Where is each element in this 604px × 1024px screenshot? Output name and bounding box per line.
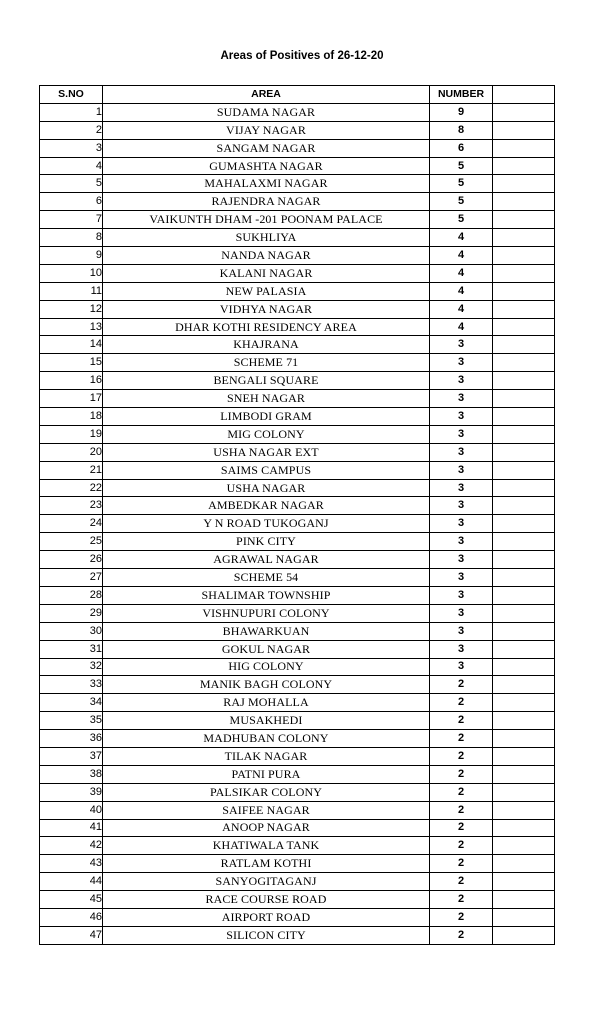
cell-area: KALANI NAGAR xyxy=(103,264,430,282)
cell-blank xyxy=(493,408,555,426)
table-row xyxy=(40,372,555,390)
table-row xyxy=(40,515,555,533)
cell-blank xyxy=(493,157,555,175)
cell-blank xyxy=(493,372,555,390)
cell-number: 2 xyxy=(430,747,493,765)
table-row xyxy=(40,765,555,783)
table-row xyxy=(40,873,555,891)
cell-number: 3 xyxy=(430,515,493,533)
cell-blank xyxy=(493,497,555,515)
cell-blank xyxy=(493,515,555,533)
table-row xyxy=(40,551,555,569)
cell-sno: 13 xyxy=(40,318,103,336)
cell-blank xyxy=(493,604,555,622)
cell-area: KHAJRANA xyxy=(103,336,430,354)
cell-number: 4 xyxy=(430,282,493,300)
cell-blank xyxy=(493,390,555,408)
cell-number: 5 xyxy=(430,193,493,211)
cell-blank xyxy=(493,103,555,121)
cell-sno: 25 xyxy=(40,533,103,551)
cell-sno: 31 xyxy=(40,640,103,658)
cell-number: 2 xyxy=(430,891,493,909)
table-row xyxy=(40,569,555,587)
table-row xyxy=(40,783,555,801)
cell-sno: 27 xyxy=(40,569,103,587)
cell-sno: 46 xyxy=(40,908,103,926)
cell-blank xyxy=(493,640,555,658)
table-header-row xyxy=(40,86,555,104)
table-row xyxy=(40,121,555,139)
table-row xyxy=(40,926,555,944)
cell-blank xyxy=(493,783,555,801)
cell-sno: 37 xyxy=(40,747,103,765)
cell-area: VAIKUNTH DHAM -201 POONAM PALACE xyxy=(103,211,430,229)
cell-area: HIG COLONY xyxy=(103,658,430,676)
cell-blank xyxy=(493,586,555,604)
table-row xyxy=(40,640,555,658)
cell-number: 2 xyxy=(430,783,493,801)
cell-sno: 14 xyxy=(40,336,103,354)
cell-number: 3 xyxy=(430,354,493,372)
cell-blank xyxy=(493,891,555,909)
cell-blank xyxy=(493,264,555,282)
cell-area: SCHEME 54 xyxy=(103,569,430,587)
cell-area: PALSIKAR COLONY xyxy=(103,783,430,801)
cell-area: USHA NAGAR xyxy=(103,479,430,497)
cell-sno: 29 xyxy=(40,604,103,622)
table-row xyxy=(40,497,555,515)
table-row xyxy=(40,175,555,193)
cell-sno: 36 xyxy=(40,730,103,748)
cell-number: 6 xyxy=(430,139,493,157)
cell-blank xyxy=(493,443,555,461)
cell-area: RATLAM KOTHI xyxy=(103,855,430,873)
cell-sno: 4 xyxy=(40,157,103,175)
cell-area: PINK CITY xyxy=(103,533,430,551)
cell-area: MIG COLONY xyxy=(103,425,430,443)
cell-area: BHAWARKUAN xyxy=(103,622,430,640)
table-row xyxy=(40,264,555,282)
table-body xyxy=(40,103,555,944)
table-row xyxy=(40,712,555,730)
table-row xyxy=(40,247,555,265)
table-row xyxy=(40,694,555,712)
cell-blank xyxy=(493,747,555,765)
cell-blank xyxy=(493,229,555,247)
cell-blank xyxy=(493,318,555,336)
table-row xyxy=(40,855,555,873)
table-row xyxy=(40,604,555,622)
cell-sno: 23 xyxy=(40,497,103,515)
cell-area: MADHUBAN COLONY xyxy=(103,730,430,748)
cell-number: 2 xyxy=(430,819,493,837)
cell-sno: 26 xyxy=(40,551,103,569)
cell-area: SUDAMA NAGAR xyxy=(103,103,430,121)
cell-blank xyxy=(493,247,555,265)
table-row xyxy=(40,139,555,157)
cell-area: ANOOP NAGAR xyxy=(103,819,430,837)
table-row xyxy=(40,658,555,676)
cell-area: LIMBODI GRAM xyxy=(103,408,430,426)
cell-number: 2 xyxy=(430,676,493,694)
cell-sno: 11 xyxy=(40,282,103,300)
cell-number: 3 xyxy=(430,390,493,408)
cell-number: 3 xyxy=(430,533,493,551)
cell-sno: 6 xyxy=(40,193,103,211)
cell-number: 2 xyxy=(430,926,493,944)
table-row xyxy=(40,819,555,837)
cell-sno: 41 xyxy=(40,819,103,837)
cell-sno: 5 xyxy=(40,175,103,193)
cell-number: 3 xyxy=(430,336,493,354)
cell-number: 5 xyxy=(430,175,493,193)
cell-number: 3 xyxy=(430,425,493,443)
cell-number: 4 xyxy=(430,264,493,282)
table-row xyxy=(40,390,555,408)
cell-blank xyxy=(493,175,555,193)
cell-sno: 28 xyxy=(40,586,103,604)
cell-area: SNEH NAGAR xyxy=(103,390,430,408)
cell-number: 3 xyxy=(430,604,493,622)
cell-area: SANYOGITAGANJ xyxy=(103,873,430,891)
cell-area: SUKHLIYA xyxy=(103,229,430,247)
cell-number: 2 xyxy=(430,908,493,926)
table-row xyxy=(40,318,555,336)
cell-blank xyxy=(493,461,555,479)
cell-blank xyxy=(493,837,555,855)
cell-sno: 19 xyxy=(40,425,103,443)
cell-number: 3 xyxy=(430,443,493,461)
cell-sno: 8 xyxy=(40,229,103,247)
cell-blank xyxy=(493,819,555,837)
cell-blank xyxy=(493,855,555,873)
cell-number: 3 xyxy=(430,497,493,515)
table-row xyxy=(40,622,555,640)
cell-area: RAJENDRA NAGAR xyxy=(103,193,430,211)
cell-area: DHAR KOTHI RESIDENCY AREA xyxy=(103,318,430,336)
table-row xyxy=(40,103,555,121)
cell-blank xyxy=(493,569,555,587)
table-row xyxy=(40,461,555,479)
cell-blank xyxy=(493,873,555,891)
table-row xyxy=(40,408,555,426)
cell-sno: 39 xyxy=(40,783,103,801)
cell-blank xyxy=(493,730,555,748)
cell-number: 4 xyxy=(430,318,493,336)
cell-number: 4 xyxy=(430,247,493,265)
cell-blank xyxy=(493,211,555,229)
cell-sno: 21 xyxy=(40,461,103,479)
cell-sno: 22 xyxy=(40,479,103,497)
cell-blank xyxy=(493,676,555,694)
cell-area: GUMASHTA NAGAR xyxy=(103,157,430,175)
cell-blank xyxy=(493,354,555,372)
cell-area: SAIFEE NAGAR xyxy=(103,801,430,819)
table-row xyxy=(40,354,555,372)
cell-number: 4 xyxy=(430,300,493,318)
cell-blank xyxy=(493,801,555,819)
cell-sno: 33 xyxy=(40,676,103,694)
cell-sno: 34 xyxy=(40,694,103,712)
table-row xyxy=(40,730,555,748)
table-row xyxy=(40,747,555,765)
cell-blank xyxy=(493,533,555,551)
cell-number: 2 xyxy=(430,873,493,891)
cell-blank xyxy=(493,926,555,944)
cell-area: VISHNUPURI COLONY xyxy=(103,604,430,622)
table-row xyxy=(40,443,555,461)
cell-number: 2 xyxy=(430,837,493,855)
cell-blank xyxy=(493,121,555,139)
cell-sno: 10 xyxy=(40,264,103,282)
cell-area: SHALIMAR TOWNSHIP xyxy=(103,586,430,604)
table-row xyxy=(40,193,555,211)
cell-area: AGRAWAL NAGAR xyxy=(103,551,430,569)
cell-area: VIJAY NAGAR xyxy=(103,121,430,139)
cell-blank xyxy=(493,139,555,157)
cell-blank xyxy=(493,425,555,443)
cell-sno: 18 xyxy=(40,408,103,426)
cell-number: 2 xyxy=(430,730,493,748)
cell-sno: 15 xyxy=(40,354,103,372)
cell-number: 2 xyxy=(430,765,493,783)
cell-blank xyxy=(493,193,555,211)
cell-sno: 35 xyxy=(40,712,103,730)
cell-sno: 47 xyxy=(40,926,103,944)
cell-number: 3 xyxy=(430,622,493,640)
header-area: AREA xyxy=(103,86,430,104)
cell-area: SCHEME 71 xyxy=(103,354,430,372)
cell-number: 3 xyxy=(430,569,493,587)
cell-area: MANIK BAGH COLONY xyxy=(103,676,430,694)
table-row xyxy=(40,676,555,694)
cell-sno: 17 xyxy=(40,390,103,408)
cell-number: 3 xyxy=(430,551,493,569)
cell-sno: 38 xyxy=(40,765,103,783)
cell-area: SANGAM NAGAR xyxy=(103,139,430,157)
cell-blank xyxy=(493,336,555,354)
cell-blank xyxy=(493,712,555,730)
cell-number: 5 xyxy=(430,211,493,229)
cell-number: 2 xyxy=(430,712,493,730)
cell-area: NANDA NAGAR xyxy=(103,247,430,265)
cell-number: 5 xyxy=(430,157,493,175)
header-sno: S.NO xyxy=(40,86,103,104)
table-row xyxy=(40,801,555,819)
cell-number: 3 xyxy=(430,372,493,390)
cell-area: RAJ MOHALLA xyxy=(103,694,430,712)
table-row xyxy=(40,157,555,175)
cell-blank xyxy=(493,300,555,318)
cell-blank xyxy=(493,765,555,783)
cell-sno: 2 xyxy=(40,121,103,139)
table-row xyxy=(40,908,555,926)
header-blank xyxy=(493,86,555,104)
table-row xyxy=(40,229,555,247)
cell-area: KHATIWALA TANK xyxy=(103,837,430,855)
cell-blank xyxy=(493,282,555,300)
table-row xyxy=(40,586,555,604)
cell-sno: 24 xyxy=(40,515,103,533)
positives-table xyxy=(39,85,555,945)
cell-area: SAIMS CAMPUS xyxy=(103,461,430,479)
cell-sno: 3 xyxy=(40,139,103,157)
table-row xyxy=(40,425,555,443)
cell-sno: 43 xyxy=(40,855,103,873)
cell-sno: 9 xyxy=(40,247,103,265)
cell-area: BENGALI SQUARE xyxy=(103,372,430,390)
cell-number: 3 xyxy=(430,408,493,426)
cell-number: 8 xyxy=(430,121,493,139)
cell-sno: 45 xyxy=(40,891,103,909)
page-title: Areas of Positives of 26-12-20 xyxy=(220,50,384,62)
cell-number: 9 xyxy=(430,103,493,121)
cell-area: MUSAKHEDI xyxy=(103,712,430,730)
cell-blank xyxy=(493,551,555,569)
cell-sno: 1 xyxy=(40,103,103,121)
cell-number: 2 xyxy=(430,694,493,712)
cell-area: VIDHYA NAGAR xyxy=(103,300,430,318)
table-row xyxy=(40,282,555,300)
table-row xyxy=(40,479,555,497)
cell-blank xyxy=(493,658,555,676)
header-number: NUMBER xyxy=(430,86,493,104)
cell-number: 3 xyxy=(430,658,493,676)
table-row xyxy=(40,891,555,909)
cell-number: 4 xyxy=(430,229,493,247)
cell-area: TILAK NAGAR xyxy=(103,747,430,765)
cell-sno: 7 xyxy=(40,211,103,229)
cell-blank xyxy=(493,908,555,926)
cell-area: PATNI PURA xyxy=(103,765,430,783)
cell-number: 3 xyxy=(430,586,493,604)
cell-area: Y N ROAD TUKOGANJ xyxy=(103,515,430,533)
cell-area: RACE COURSE ROAD xyxy=(103,891,430,909)
cell-number: 2 xyxy=(430,801,493,819)
cell-number: 3 xyxy=(430,479,493,497)
table-row xyxy=(40,336,555,354)
cell-blank xyxy=(493,479,555,497)
cell-sno: 30 xyxy=(40,622,103,640)
cell-area: NEW PALASIA xyxy=(103,282,430,300)
cell-blank xyxy=(493,694,555,712)
table-row xyxy=(40,837,555,855)
table-row xyxy=(40,533,555,551)
cell-sno: 40 xyxy=(40,801,103,819)
cell-area: GOKUL NAGAR xyxy=(103,640,430,658)
table-row xyxy=(40,211,555,229)
cell-sno: 32 xyxy=(40,658,103,676)
cell-sno: 20 xyxy=(40,443,103,461)
cell-area: AIRPORT ROAD xyxy=(103,908,430,926)
cell-number: 2 xyxy=(430,855,493,873)
cell-area: SILICON CITY xyxy=(103,926,430,944)
cell-area: AMBEDKAR NAGAR xyxy=(103,497,430,515)
cell-sno: 16 xyxy=(40,372,103,390)
cell-area: USHA NAGAR EXT xyxy=(103,443,430,461)
cell-sno: 44 xyxy=(40,873,103,891)
cell-number: 3 xyxy=(430,640,493,658)
cell-number: 3 xyxy=(430,461,493,479)
cell-sno: 42 xyxy=(40,837,103,855)
cell-sno: 12 xyxy=(40,300,103,318)
cell-blank xyxy=(493,622,555,640)
table-row xyxy=(40,300,555,318)
cell-area: MAHALAXMI NAGAR xyxy=(103,175,430,193)
